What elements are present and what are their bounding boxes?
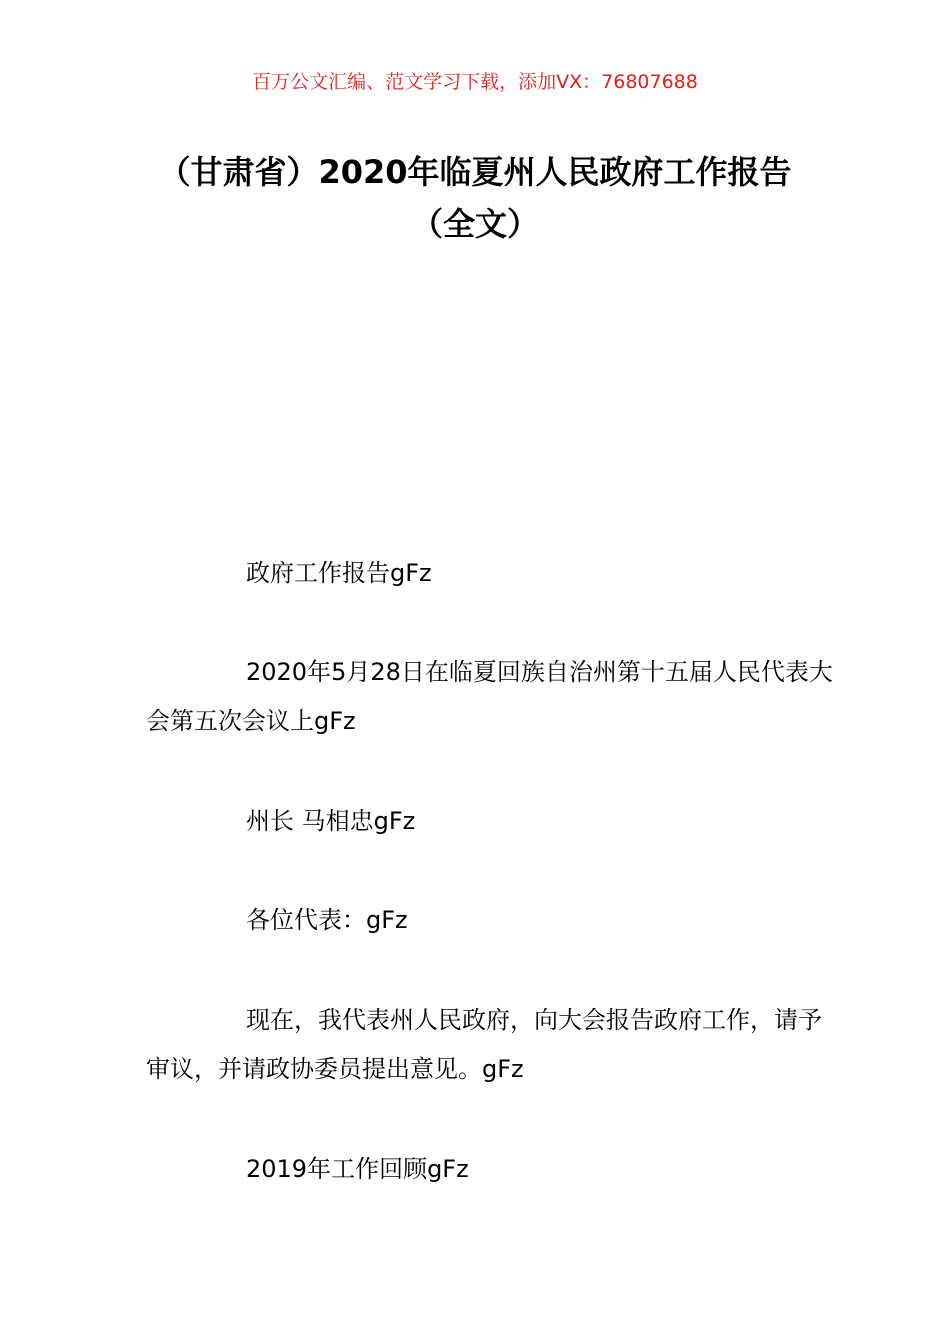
paragraph-report-name: 政府工作报告gFz [246, 559, 432, 587]
header-promo-note: 百万公文汇编、范文学习下载，添加VX：76807688 [252, 71, 698, 93]
paragraph-section-heading: 2019年工作回顾gFz [246, 1155, 469, 1183]
paragraph-salutation: 各位代表：gFz [246, 906, 408, 934]
paragraph-speaker: 州长 马相忠gFz [246, 807, 416, 835]
paragraph-opening: 现在，我代表州人民政府，向大会报告政府工作，请予审议，并请政协委员提出意见。gFz [146, 1006, 822, 1083]
paragraph-meeting-info: 2020年5月28日在临夏回族自治州第十五届人民代表大会第五次会议上gFz [146, 658, 833, 735]
document-title: （甘肃省）2020年临夏州人民政府工作报告（全文） [158, 153, 792, 243]
